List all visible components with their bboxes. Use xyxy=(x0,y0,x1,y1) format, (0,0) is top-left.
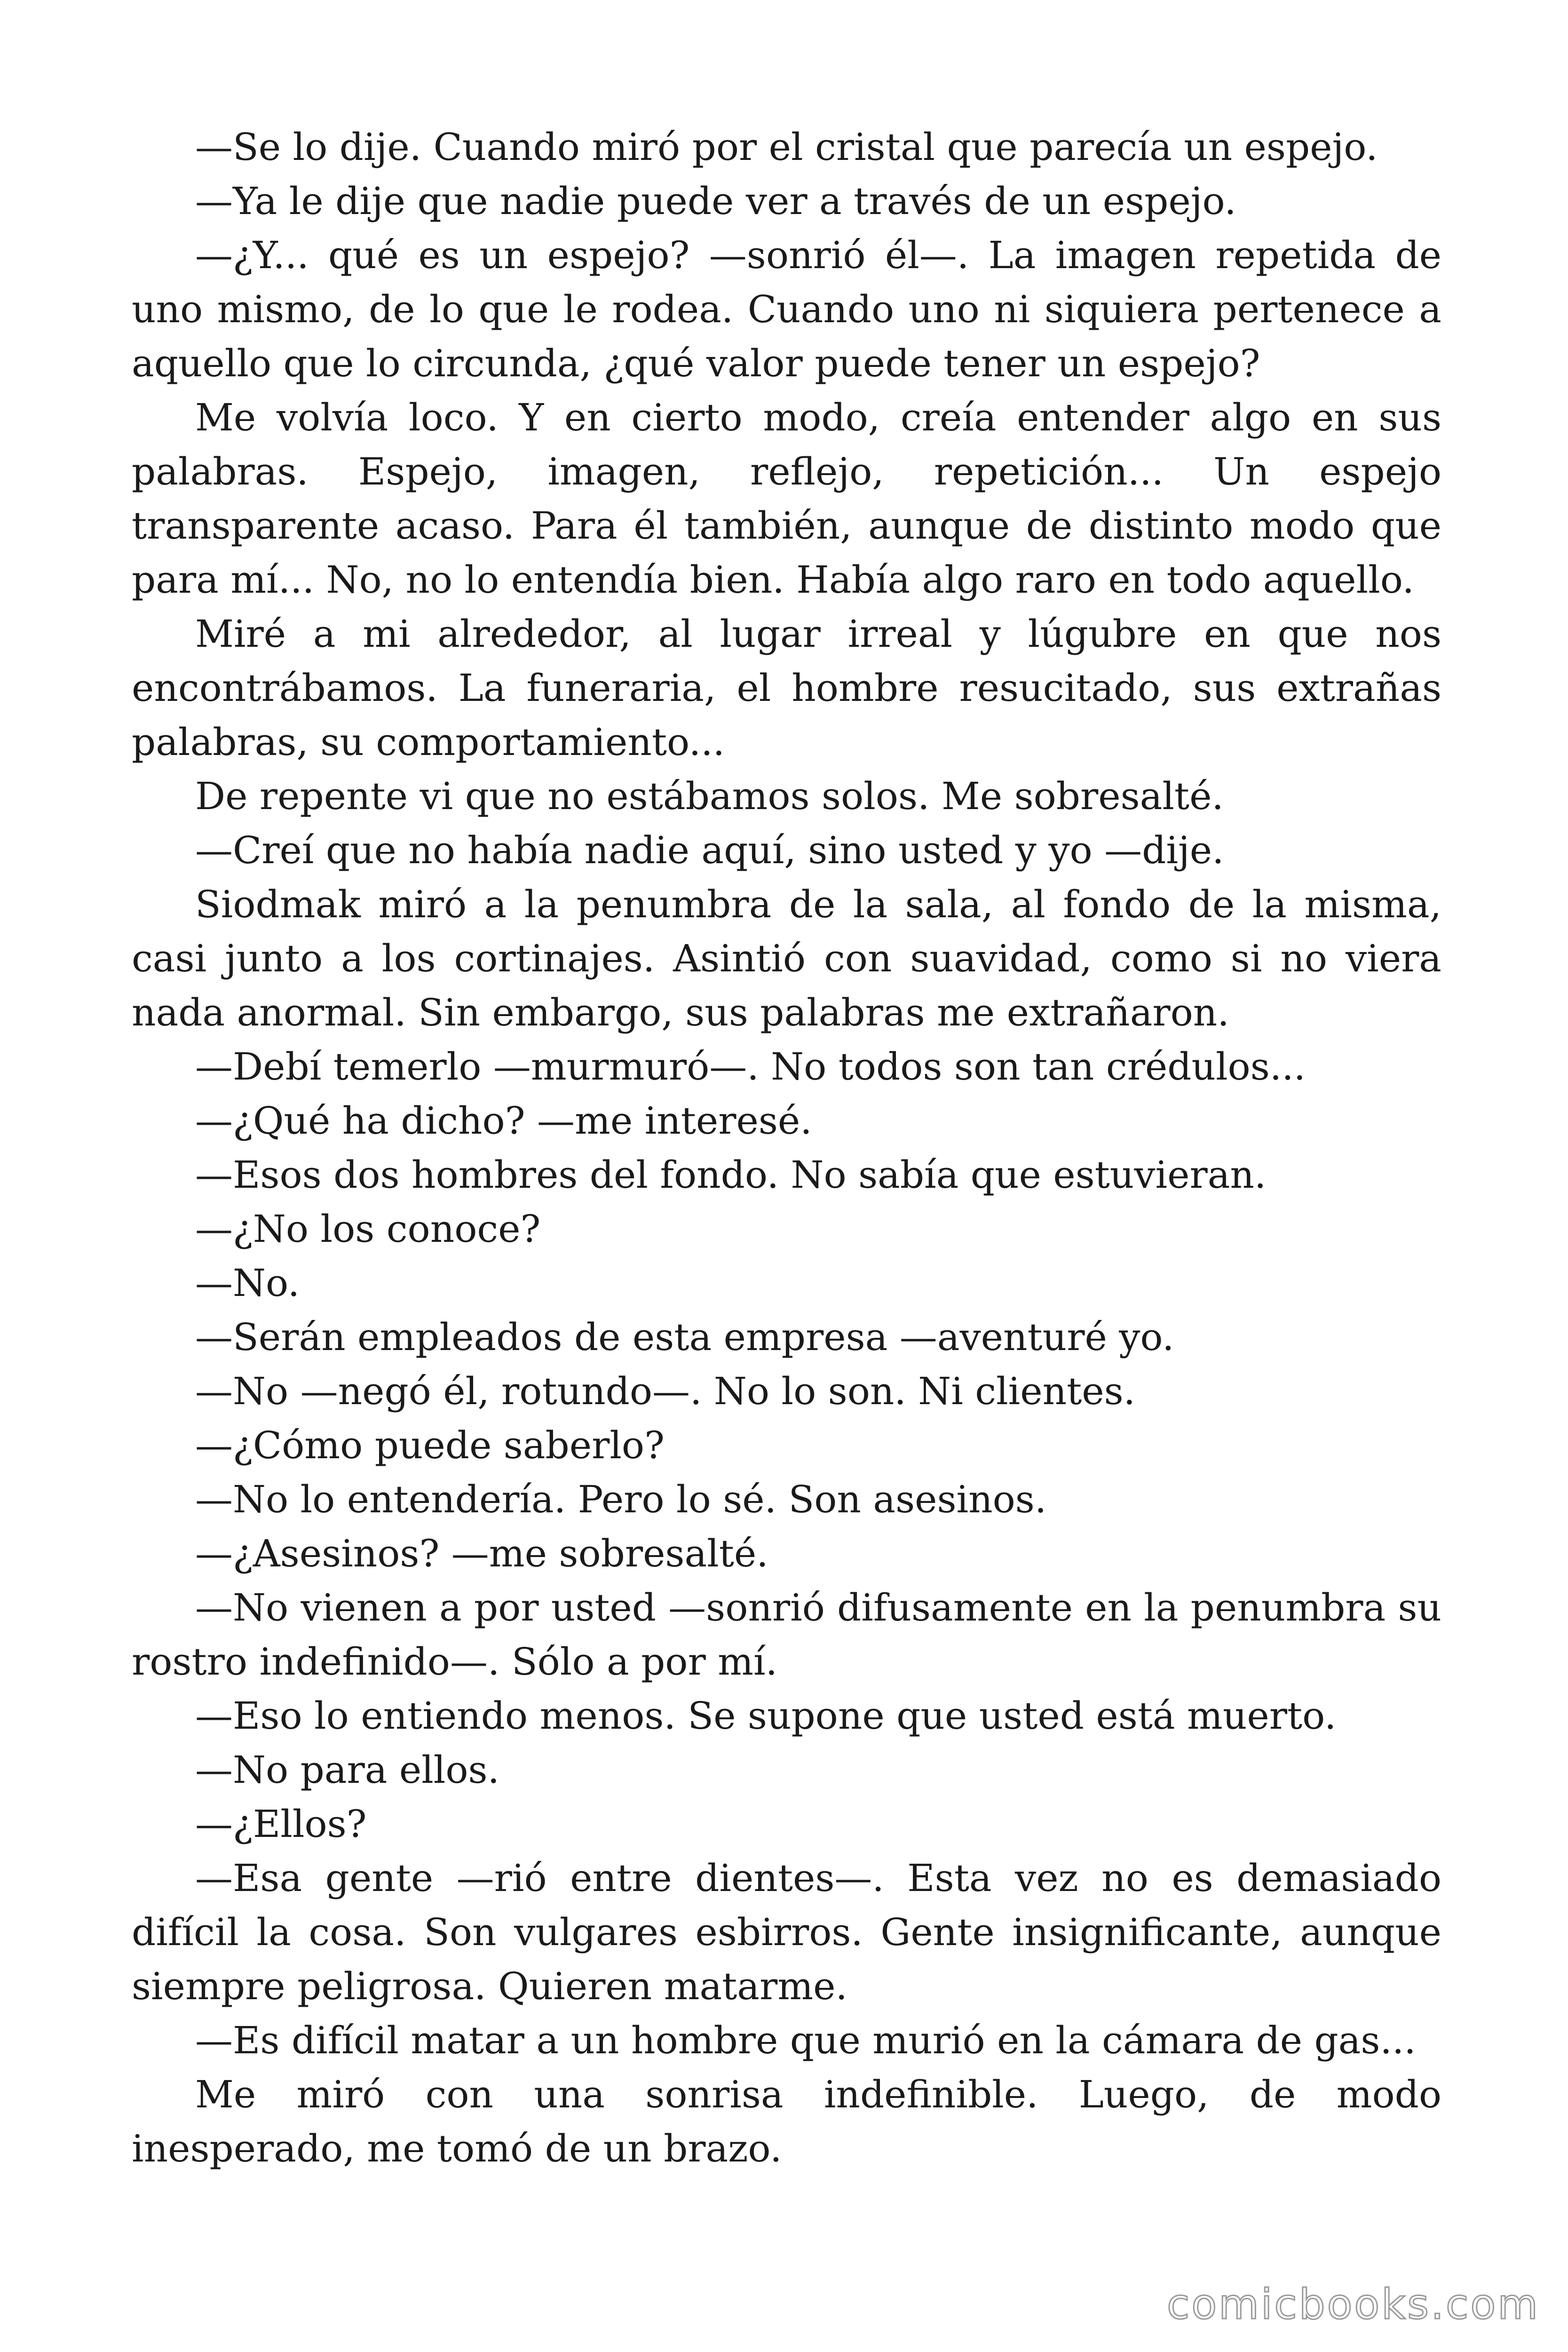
paragraph: —Esa gente —rió entre dientes—. Esta vez no es demasiado difícil la cosa. Son vulgares esbirros. Gente insignificante, aunque siempre peligrosa. Quieren matarme. xyxy=(132,1856,1441,2008)
paragraph: Me volvía loco. Y en cierto modo, creía entender algo en sus palabras. Espejo, imagen, reflejo, repetición... Un espejo transparente acaso. Para él también, aunque de distinto modo que para mí... No, no lo entendía bien. Había algo raro en todo aquello. xyxy=(132,396,1441,602)
watermark: comicbooks.com xyxy=(1166,2280,1540,2328)
paragraph: —No vienen a por usted —sonrió difusamente en la penumbra su rostro indefinido—. Sólo a por mí. xyxy=(132,1586,1441,1684)
paragraph: —¿No los conoce? xyxy=(195,1207,541,1251)
paragraph: —No para ellos. xyxy=(195,1748,500,1792)
body-text xyxy=(132,120,1441,2176)
paragraph: —¿Y... qué es un espejo? —sonrió él—. La imagen repetida de uno mismo, de lo que le rodea. Cuando uno ni siquiera pertenece a aquello que lo circunda, ¿qué valor puede tener un espejo? xyxy=(132,233,1441,385)
paragraph: —Eso lo entiendo menos. Se supone que usted está muerto. xyxy=(195,1694,1337,1738)
paragraph: —No lo entendería. Pero lo sé. Son asesinos. xyxy=(195,1478,1047,1521)
paragraph: —Serán empleados de esta empresa —aventuré yo. xyxy=(195,1315,1174,1359)
paragraph: —No —negó él, rotundo—. No lo son. Ni clientes. xyxy=(195,1369,1136,1413)
paragraph: —¿Cómo puede saberlo? xyxy=(195,1423,665,1467)
paragraph: —Ya le dije que nadie puede ver a través de un espejo. xyxy=(195,179,1236,223)
paragraph: —¿Qué ha dicho? —me interesé. xyxy=(195,1099,812,1143)
paragraph: De repente vi que no estábamos solos. Me sobresalté. xyxy=(195,774,1224,818)
paragraph: —No. xyxy=(195,1261,300,1305)
paragraph: —Es difícil matar a un hombre que murió en la cámara de gas... xyxy=(195,2018,1416,2062)
paragraph: —Se lo dije. Cuando miró por el cristal que parecía un espejo. xyxy=(195,125,1378,169)
paragraph: —Creí que no había nadie aquí, sino usted y yo —dije. xyxy=(195,828,1224,872)
paragraph: Me miró con una sonrisa indefinible. Luego, de modo inesperado, me tomó de un brazo. xyxy=(132,2073,1441,2170)
paragraph: —¿Asesinos? —me sobresalté. xyxy=(195,1532,768,1575)
paragraph: —Esos dos hombres del fondo. No sabía que estuvieran. xyxy=(195,1153,1267,1197)
paragraph: —Debí temerlo —murmuró—. No todos son tan crédulos... xyxy=(195,1045,1306,1089)
paragraph: Siodmak miró a la penumbra de la sala, al fondo de la misma, casi junto a los cortinajes. Asintió con suavidad, como si no viera nada anormal. Sin embargo, sus palabras me extrañaron. xyxy=(132,882,1441,1034)
paragraph: —¿Ellos? xyxy=(195,1802,367,1846)
paragraph: Miré a mi alrededor, al lugar irreal y lúgubre en que nos encontrábamos. La funeraria, el hombre resucitado, sus extrañas palabras, su comportamiento... xyxy=(132,612,1441,764)
